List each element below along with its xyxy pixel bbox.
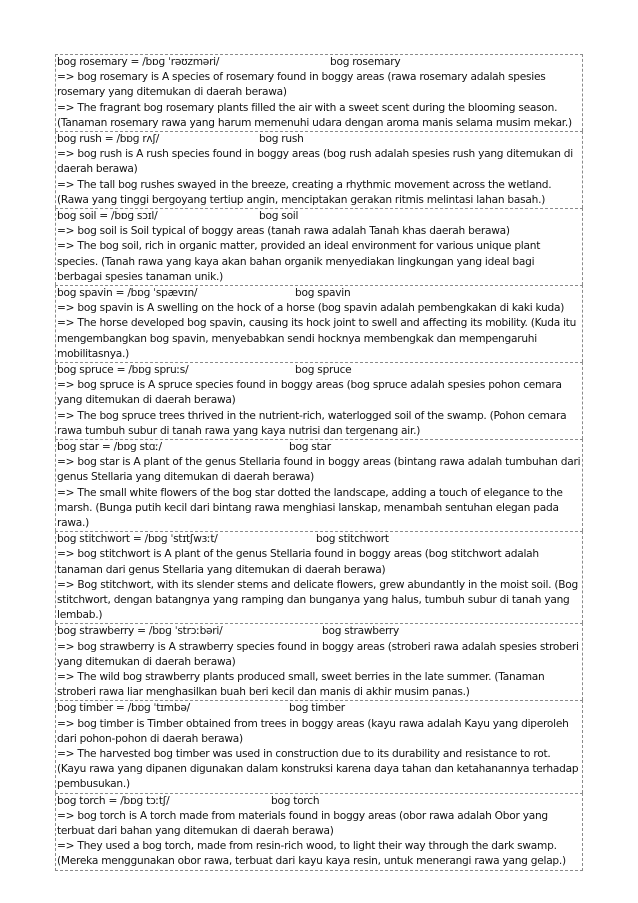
entry-example: => The bog spruce trees thrived in the nutrient-rich, waterlogged soil of the swamp. (Pohon cemara rawa tumbuh subur di tanah rawa yang kaya nutrisi dan tergenang air.) xyxy=(57,409,567,437)
entry-definition: => bog strawberry is A strawberry species found in boggy areas (stroberi rawa adalah spesies stroberi yang ditemukan di daerah berawa) xyxy=(57,640,579,668)
entry-word-label: bog spruce xyxy=(295,364,352,376)
entry-word-label: bog timber xyxy=(289,702,345,715)
entry-definition: => bog timber is Timber obtained from trees in boggy areas (kayu rawa adalah Kayu yang diperoleh dari pohon-pohon di daerah berawa) xyxy=(57,717,569,745)
entry-word-label: bog rosemary xyxy=(330,56,401,68)
entry-word-label: bog soil xyxy=(259,210,299,222)
entry-example: => They used a bog torch, made from resin-rich wood, to light their way through the dark swamp. (Mereka menggunakan obor rawa, terbuat dari kayu kaya resin, untuk menerangi rawa yang gelap.) xyxy=(57,840,566,868)
entry-word-label: bog star xyxy=(289,441,331,453)
entry-headword: bog stitchwort = /bɒɡ ˈstɪtʃwɜːt/ xyxy=(57,533,218,546)
entry-definition: => bog star is A plant of the genus Stellaria found in boggy areas (bintang rawa adalah tumbuhan dari genus Stellaria yang ditemukan di daerah berawa) xyxy=(57,456,581,484)
entry-headword: bog rush = /bɒɡ rʌʃ/ xyxy=(57,133,160,145)
entry-bog-soil xyxy=(55,208,583,285)
entry-bog-torch xyxy=(55,793,583,871)
entry-bog-spruce xyxy=(55,362,583,439)
entry-definition: => bog spavin is A swelling on the hock of a horse (bog spavin adalah pembengkakan di kaki kuda) xyxy=(57,302,565,315)
vocabulary-list xyxy=(55,54,583,871)
entry-bog-stitchwort xyxy=(55,531,583,623)
entry-example: => The small white flowers of the bog star dotted the landscape, adding a touch of elegance to the marsh. (Bunga putih kecil dari bintang rawa menghiasi lanskap, menambah sentuhan elegan pada rawa.) xyxy=(57,486,563,529)
entry-headword: bog spruce = /bɒɡ spruːs/ xyxy=(57,364,189,376)
entry-bog-timber xyxy=(55,700,583,792)
entry-headword: bog rosemary = /bɒɡ ˈrəʊzməri/ xyxy=(57,56,220,68)
entry-definition: => bog torch is A torch made from materials found in boggy areas (obor rawa adalah Obor yang terbuat dari bahan yang ditemukan di daerah berawa) xyxy=(57,809,548,837)
entry-example: => The harvested bog timber was used in construction due to its durability and resistance to rot. (Kayu rawa yang dipanen digunakan dalam konstruksi karena daya tahan dan ketahanannya terhadap pembusukan.) xyxy=(57,748,579,791)
entry-bog-strawberry xyxy=(55,623,583,700)
entry-headword: bog soil = /bɒɡ sɔɪl/ xyxy=(57,210,158,222)
entry-definition: => bog rosemary is A species of rosemary found in boggy areas (rawa rosemary adalah spesies rosemary yang ditemukan di daerah berawa) xyxy=(57,71,546,99)
entry-example: => Bog stitchwort, with its slender stems and delicate flowers, grew abundantly in the moist soil. (Bog stitchwort, dengan batangnya yang ramping dan bunganya yang halus, tumbuh subur di tanah yang lembab.) xyxy=(57,578,579,622)
entry-word-label: bog torch xyxy=(271,794,320,807)
entry-headword: bog timber = /bɒɡ ˈtɪmbə/ xyxy=(57,702,190,715)
entry-bog-star xyxy=(55,439,583,531)
entry-headword: bog torch = /bɒɡ tɔːtʃ/ xyxy=(57,794,170,807)
entry-word-label: bog stitchwort xyxy=(316,533,389,546)
entry-example: => The horse developed bog spavin, causing its hock joint to swell and affecting its mobility. (Kuda itu mengembangkan bog spavin, menyebabkan sendi hocknya membengkak dan mempengaruhi mobilitasnya.) xyxy=(57,317,577,360)
entry-headword: bog star = /bɒɡ stɑː/ xyxy=(57,441,162,453)
entry-definition: => bog rush is A rush species found in boggy areas (bog rush adalah spesies rush yang ditemukan di daerah berawa) xyxy=(57,148,573,176)
entry-bog-spavin xyxy=(55,285,583,362)
entry-example: => The fragrant bog rosemary plants filled the air with a sweet scent during the blooming season. (Tanaman rosemary rawa yang harum memenuhi udara dengan aroma manis selama musim mekar.) xyxy=(57,101,572,129)
entry-bog-rush xyxy=(55,131,583,208)
entry-example: => The tall bog rushes swayed in the breeze, creating a rhythmic movement across the wetland. (Rawa yang tinggi bergoyang tertiup angin, menciptakan gerakan ritmis melintasi lahan basah.) xyxy=(57,178,552,206)
entry-word-label: bog rush xyxy=(259,133,304,145)
entry-definition: => bog soil is Soil typical of boggy areas (tanah rawa adalah Tanah khas daerah berawa) xyxy=(57,225,510,238)
entry-definition: => bog spruce is A spruce species found in boggy areas (bog spruce adalah spesies pohon cemara yang ditemukan di daerah berawa) xyxy=(57,379,562,407)
entry-example: => The bog soil, rich in organic matter, provided an ideal environment for various unique plant species. (Tanah rawa yang kaya akan bahan organik menyediakan lingkungan yang ideal bagi berbagai spesies tanaman unik.) xyxy=(57,240,541,283)
entry-word-label: bog spavin xyxy=(295,287,351,299)
entry-word-label: bog strawberry xyxy=(322,625,400,638)
entry-example: => The wild bog strawberry plants produced small, sweet berries in the late summer. (Tanaman stroberi rawa liar menghasilkan buah beri kecil dan manis di akhir musim panas.) xyxy=(57,671,545,699)
entry-headword: bog spavin = /bɒɡ ˈspævɪn/ xyxy=(57,287,198,299)
entry-bog-rosemary xyxy=(55,54,583,131)
entry-definition: => bog stitchwort is A plant of the genus Stellaria found in boggy areas (bog stitchwort adalah tanaman dari genus Stellaria yang ditemukan di daerah berawa) xyxy=(57,548,539,576)
entry-headword: bog strawberry = /bɒɡ ˈstrɔːbəri/ xyxy=(57,625,223,638)
